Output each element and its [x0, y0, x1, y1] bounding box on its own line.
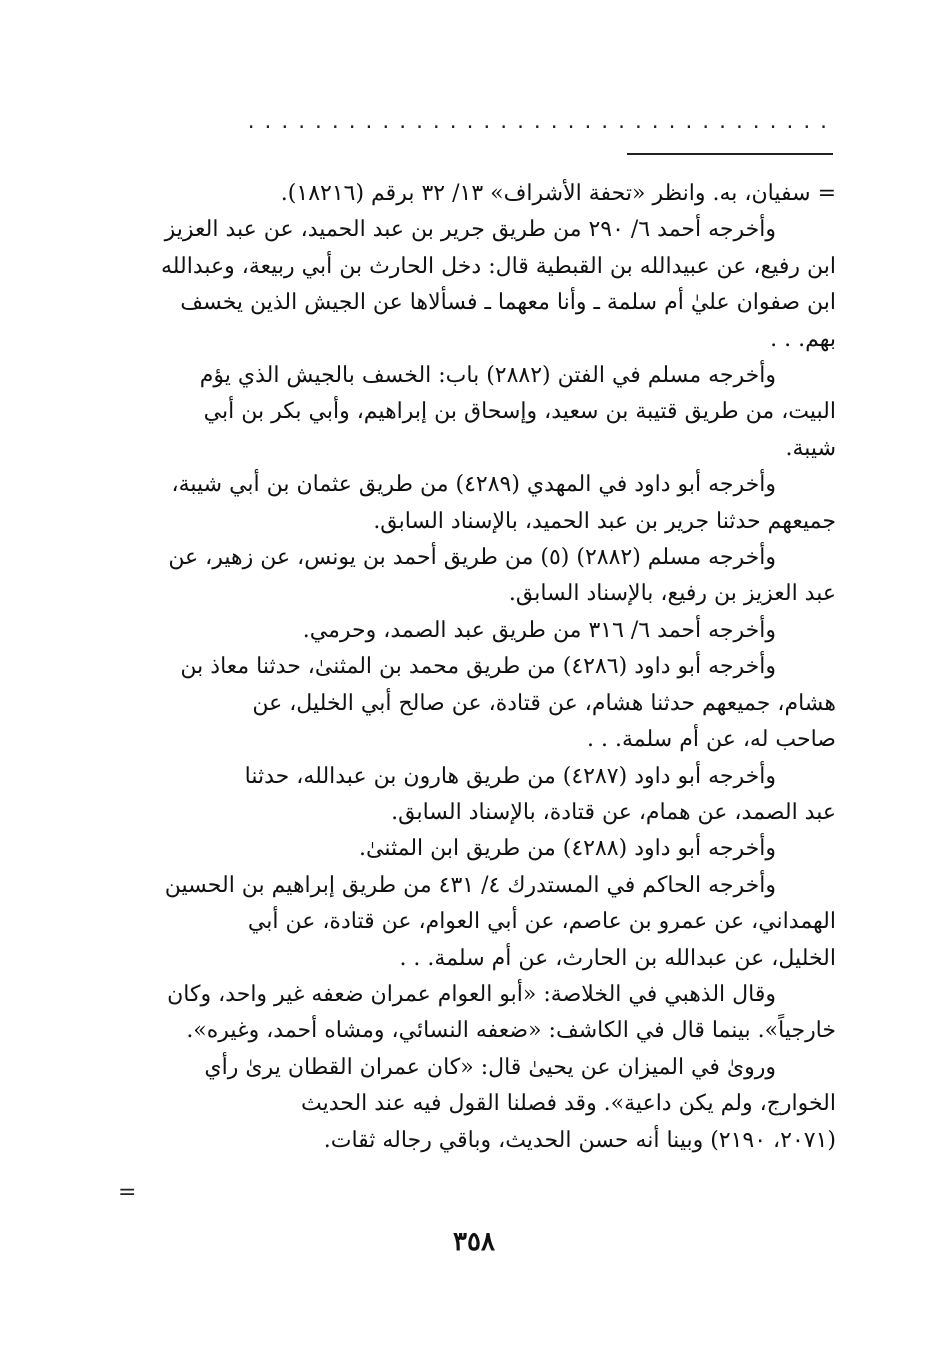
text-line: وأخرجه أبو داود (٤٢٨٦) من طريق محمد بن المثنىٰ، حدثنا معاذ بن — [180, 654, 776, 680]
footnote-rule — [627, 153, 833, 155]
text-line: وروىٰ في الميزان عن يحيىٰ قال: «كان عمران القطان يرىٰ رأي — [204, 1054, 776, 1080]
paragraph — [138, 358, 836, 467]
paragraph — [138, 649, 836, 758]
paragraph — [138, 176, 836, 212]
footnote-text — [138, 176, 836, 1159]
text-line: الخليل، عن عبدالله بن الحارث، عن أم سلمة. . . — [399, 945, 836, 971]
text-line: وأخرجه أبو داود (٤٢٨٧) من طريق هارون بن عبدالله، حدثنا — [244, 763, 776, 789]
page-number: ٣٥٨ — [453, 1227, 495, 1257]
text-line: شيبة. — [785, 435, 836, 461]
paragraph — [138, 759, 836, 832]
text-line: ابن رفيع، عن عبيدالله بن القبطية قال: دخل الحارث بن أبي ربيعة، وعبدالله — [160, 253, 836, 279]
paragraph — [138, 212, 836, 358]
paragraph — [138, 831, 836, 867]
text-line: وأخرجه أبو داود في المهدي (٤٢٨٩) من طريق عثمان بن أبي شيبة، — [171, 472, 776, 498]
text-line: وقال الذهبي في الخلاصة: «أبو العوام عمران ضعفه غير واحد، وكان — [167, 981, 776, 1007]
text-line: وأخرجه مسلم في الفتن (٢٨٨٢) باب: الخسف بالجيش الذي يؤم — [199, 363, 776, 389]
text-line: خارجياً». بينما قال في الكاشف: «ضعفه النسائي، ومشاه أحمد، وغيره». — [186, 1018, 836, 1044]
paragraph — [138, 977, 836, 1050]
text-line: صاحب له، عن أم سلمة. . . — [587, 727, 836, 753]
text-line: الهمداني، عن عمرو بن عاصم، عن أبي العوام، عن قتادة، عن أبي — [247, 909, 836, 935]
text-line: (٢٠٧١، ٢١٩٠) وبينا أنه حسن الحديث، وباقي رجاله ثقات. — [323, 1127, 836, 1153]
text-line: البيت، من طريق قتيبة بن سعيد، وإسحاق بن إبراهيم، وأبي بكر بن أبي — [203, 399, 836, 425]
text-line: وأخرجه أبو داود (٤٢٨٨) من طريق ابن المثنىٰ. — [359, 836, 776, 862]
text-line: جميعهم حدثنا جرير بن عبد الحميد، بالإسناد السابق. — [373, 508, 836, 534]
text-line: عبد الصمد، عن همام، عن قتادة، بالإسناد السابق. — [391, 799, 836, 825]
continuation-mark: = — [118, 1180, 137, 1205]
text-line: هشام، جميعهم حدثنا هشام، عن قتادة، عن صالح أبي الخليل، عن — [252, 690, 836, 716]
continuation-mark-start: = — [817, 181, 836, 206]
text-line: وأخرجه الحاكم في المستدرك ٤/ ٤٣١ من طريق إبراهيم بن الحسين — [164, 872, 776, 898]
paragraph — [138, 613, 836, 649]
text-line — [138, 176, 836, 212]
text-line: الخوارج، ولم يكن داعية». وقد فصلنا القول فيه عند الحديث — [300, 1091, 836, 1117]
text-line: ابن صفوان عليٰ أم سلمة ـ وأنا معهما ـ فسألاها عن الجيش الذين يخسف — [180, 290, 836, 316]
paragraph — [138, 868, 836, 977]
text-line: عبد العزيز بن رفيع، بالإسناد السابق. — [508, 581, 836, 607]
dotted-separator: ................................... — [245, 112, 835, 133]
text-line: وأخرجه مسلم (٢٨٨٢) (٥) من طريق أحمد بن يونس، عن زهير، عن — [168, 545, 776, 571]
text-line: وأخرجه أحمد ٦/ ٢٩٠ من طريق جرير بن عبد الحميد، عن عبد العزيز — [164, 217, 776, 243]
paragraph — [138, 540, 836, 613]
paragraph — [138, 1050, 836, 1159]
text-line: وأخرجه أحمد ٦/ ٣١٦ من طريق عبد الصمد، وحرمي. — [302, 617, 776, 643]
text-line-content: سفيان، به. وانظر «تحفة الأشراف» ١٣/ ٣٢ برقم (١٨٢١٦). — [280, 181, 811, 206]
text-line: بهم. . . — [770, 326, 836, 352]
paragraph — [138, 467, 836, 540]
